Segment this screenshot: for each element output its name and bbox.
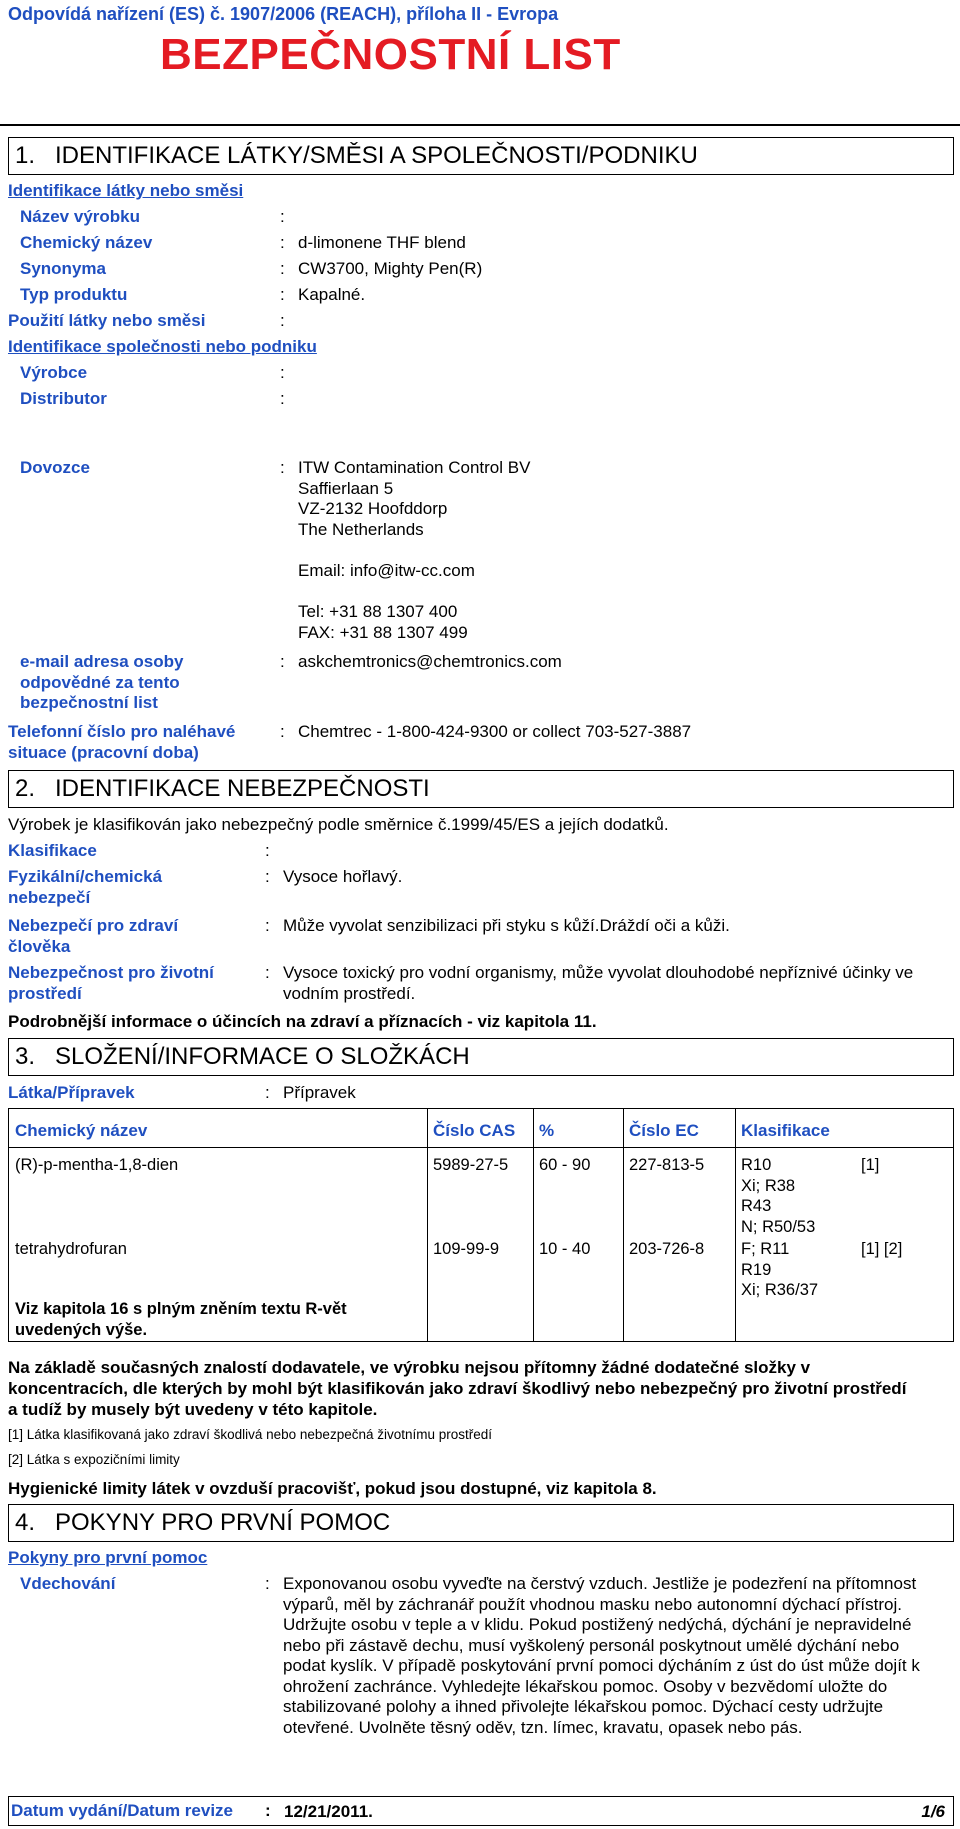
table-header-rule (9, 1147, 953, 1148)
hygiene-limits-reference: Hygienické limity látek v ovzduší pracovišť, pokud jsou dostupné, viz kapitola 8. (8, 1479, 657, 1498)
classification-label: Klasifikace (8, 841, 97, 860)
table-divider (623, 1109, 624, 1341)
health-hazard-value: Může vyvolat senzibilizaci při styku s kůží.Dráždí oči a kůži. (283, 916, 730, 935)
issue-date-label: Datum vydání/Datum revize (11, 1801, 234, 1820)
section-2-title: IDENTIFIKACE NEBEZPEČNOSTI (55, 775, 430, 802)
colon: : (265, 1083, 270, 1102)
classification-line: F; R11 (741, 1240, 790, 1258)
importer-line: The Netherlands (298, 519, 424, 539)
colon: : (280, 363, 285, 382)
importer-line: ITW Contamination Control BV (298, 458, 531, 477)
table-cell-percent: 60 - 90 (539, 1156, 591, 1174)
composition-table (8, 1108, 954, 1342)
footnote-2: [2] Látka s expozičními limity (8, 1452, 180, 1467)
table-cell-percent: 10 - 40 (539, 1240, 591, 1258)
importer-email: Email: info@itw-cc.com (298, 561, 475, 580)
synonyms-label: Synonyma (20, 259, 106, 278)
substance-mixture-label: Látka/Přípravek (8, 1083, 135, 1102)
importer-tel: Tel: +31 88 1307 400 (298, 602, 458, 621)
instruction-line: Exponovanou osobu vyveďte na čerstvý vzduch. Jestliže je podezření na přítomnost (283, 1574, 917, 1593)
emergency-phone-label (8, 722, 235, 763)
table-cell-classification (741, 1155, 815, 1237)
table-header-cas: Číslo CAS (433, 1121, 516, 1140)
section-1-number: 1. (15, 142, 36, 169)
colon: : (280, 389, 285, 408)
header-divider (0, 124, 960, 126)
label-line: Nebezpečí pro zdraví (8, 916, 179, 935)
instruction-line: nebo při zástavě dechu, musí vyškolený personál poskytnout umělé dýchání nebo (283, 1635, 900, 1655)
product-type-label: Typ produktu (20, 285, 128, 304)
table-divider (735, 1109, 736, 1341)
value-line: Vysoce toxický pro vodní organismy, může vyvolat dlouhodobé nepříznivé účinky ve (283, 963, 914, 982)
section-1-title: IDENTIFIKACE LÁTKY/SMĚSI A SPOLEČNOSTI/PODNIKU (55, 142, 698, 169)
instruction-line: stabilizované polohy a ihned přivolejte lékařskou pomoc. Dýchací cesty udržujte (283, 1697, 884, 1716)
label-line: Nebezpečnost pro životní (8, 963, 214, 982)
environment-hazard-label (8, 963, 214, 1004)
colon: : (265, 1574, 270, 1593)
table-header-classification: Klasifikace (741, 1121, 830, 1140)
statement-line: Na základě současných znalostí dodavatele, ve výrobku nejsou přítomny žádné dodatečné složky v (8, 1358, 811, 1377)
issue-date-value: 12/21/2011. (284, 1802, 373, 1821)
hazard-intro: Výrobek je klasifikován jako nebezpečný podle směrnice č.1999/45/ES a jejích dodatků. (8, 815, 669, 834)
table-cell-notes: [1] [2] (861, 1240, 903, 1258)
classification-line: Xi; R38 (741, 1176, 796, 1195)
colon: : (265, 1801, 271, 1820)
importer-label: Dovozce (20, 458, 90, 477)
product-type-value: Kapalné. (298, 285, 366, 304)
document-title: BEZPEČNOSTNÍ LIST (160, 30, 621, 79)
emergency-phone-value: Chemtrec - 1-800-424-9300 or collect 703-527-3887 (298, 722, 692, 741)
instruction-line: podat kyslík. V případě poskytování první pomoci dýcháním z úst do úst může dojít k (283, 1656, 920, 1675)
section-4-heading (8, 1504, 954, 1542)
regulation-header: Odpovídá nařízení (ES) č. 1907/2006 (REACH), příloha II - Evropa (8, 4, 559, 24)
importer-line: VZ-2132 Hoofddorp (298, 499, 448, 518)
company-identification-heading: Identifikace společnosti nebo podniku (8, 337, 317, 356)
section-3-heading (8, 1038, 954, 1076)
instruction-line: ohrožení zachránce. Vyhledejte lékařskou pomoc. Osoby v bezvědomí uložte do (283, 1676, 888, 1696)
classification-line: Xi; R36/37 (741, 1281, 819, 1299)
instruction-line: výparů, měl by záchranář použít vhodnou masku nebo autonomní dýchací přístroj. (283, 1594, 902, 1614)
physchem-hazard-label (8, 867, 162, 908)
product-name-label: Název výrobku (20, 207, 140, 226)
colon: : (280, 233, 285, 252)
responsible-email-value: askchemtronics@chemtronics.com (298, 652, 562, 671)
table-cell-ec: 227-813-5 (629, 1156, 705, 1174)
value-line: vodním prostředí. (283, 983, 416, 1003)
table-note (15, 1299, 347, 1340)
table-divider (533, 1109, 534, 1341)
table-divider (427, 1109, 428, 1341)
page-number: 1/6 (921, 1802, 945, 1821)
table-cell-name: tetrahydrofuran (15, 1240, 127, 1258)
distributor-label: Distributor (20, 389, 107, 408)
label-line: Fyzikální/chemická (8, 867, 163, 886)
section-3-title: SLOŽENÍ/INFORMACE O SLOŽKÁCH (55, 1043, 470, 1070)
label-line: situace (pracovní doba) (8, 742, 199, 762)
table-cell-name: (R)-p-mentha-1,8-dien (15, 1156, 179, 1174)
statement-line: koncentracích, dle kterých by mohl být klasifikován jako zdraví škodlivý nebo nebezpečný pro životní prostředí (8, 1379, 907, 1398)
physchem-hazard-value: Vysoce hořlavý. (283, 867, 403, 886)
section-2-heading (8, 770, 954, 808)
table-cell-ec: 203-726-8 (629, 1240, 705, 1258)
colon: : (280, 311, 285, 330)
colon: : (265, 841, 270, 860)
label-line: bezpečnostní list (20, 693, 158, 712)
colon: : (280, 207, 285, 226)
colon: : (280, 285, 285, 304)
responsible-email-label (20, 652, 183, 714)
manufacturer-label: Výrobce (20, 363, 88, 382)
label-line: nebezpečí (8, 887, 91, 907)
inhalation-instructions (283, 1574, 920, 1738)
section-1-heading (8, 137, 954, 175)
substance-mixture-value: Přípravek (283, 1083, 356, 1102)
colon: : (280, 652, 285, 671)
label-line: Telefonní číslo pro naléhavé (8, 722, 236, 741)
inhalation-label: Vdechování (20, 1574, 116, 1593)
label-line: člověka (8, 936, 71, 956)
table-cell-cas: 5989-27-5 (433, 1156, 509, 1174)
use-label: Použití látky nebo směsi (8, 311, 206, 330)
supplier-knowledge-statement (8, 1357, 954, 1420)
first-aid-heading: Pokyny pro první pomoc (8, 1548, 208, 1567)
classification-line: N; R50/53 (741, 1217, 816, 1236)
table-cell-classification (741, 1239, 818, 1301)
label-line: e-mail adresa osoby (20, 652, 184, 671)
colon: : (280, 458, 285, 477)
statement-line: a tudíž by musely být uvedeny v této kapitole. (8, 1400, 378, 1419)
page-footer (8, 1796, 954, 1826)
importer-line: Saffierlaan 5 (298, 478, 394, 498)
section-3-number: 3. (15, 1043, 36, 1070)
note-line: uvedených výše. (15, 1320, 148, 1339)
table-cell-cas: 109-99-9 (433, 1240, 500, 1258)
section-4-title: POKYNY PRO PRVNÍ POMOC (55, 1509, 391, 1536)
table-header-percent: % (539, 1121, 555, 1140)
footnote-1: [1] Látka klasifikovaná jako zdraví škodlivá nebo nebezpečná životnímu prostředí (8, 1427, 493, 1442)
section-2-number: 2. (15, 775, 36, 802)
synonyms-value: CW3700, Mighty Pen(R) (298, 259, 483, 278)
colon: : (265, 916, 270, 935)
table-header-chemical-name: Chemický název (15, 1121, 148, 1140)
colon: : (280, 259, 285, 278)
label-line: prostředí (8, 983, 82, 1003)
health-effects-reference: Podrobnější informace o účincích na zdraví a příznacích - viz kapitola 11. (8, 1012, 597, 1031)
health-hazard-label (8, 916, 178, 957)
section-4-number: 4. (15, 1509, 36, 1536)
chemical-name-label: Chemický název (20, 233, 153, 252)
colon: : (265, 963, 270, 982)
colon: : (280, 722, 285, 741)
classification-line: R19 (741, 1260, 772, 1279)
table-cell-notes: [1] (861, 1156, 880, 1174)
substance-identification-heading: Identifikace látky nebo směsi (8, 181, 244, 200)
chemical-name-value: d-limonene THF blend (298, 233, 466, 252)
importer-address (298, 458, 530, 540)
importer-fax: FAX: +31 88 1307 499 (298, 623, 468, 642)
instruction-line: Udržujte osobu v teple a v klidu. Pokud postižený nedýchá, dýchání je nepravidelné (283, 1615, 912, 1634)
classification-line: R43 (741, 1197, 772, 1215)
colon: : (265, 867, 270, 886)
classification-line: R10 (741, 1156, 772, 1174)
table-header-ec: Číslo EC (629, 1121, 699, 1140)
note-line: Viz kapitola 16 s plným zněním textu R-vět (15, 1300, 347, 1318)
instruction-line: otevřené. Uvolněte těsný oděv, tzn. límec, kravatu, opasek nebo pás. (283, 1717, 803, 1737)
label-line: odpovědné za tento (20, 672, 180, 692)
environment-hazard-value (283, 963, 913, 1004)
